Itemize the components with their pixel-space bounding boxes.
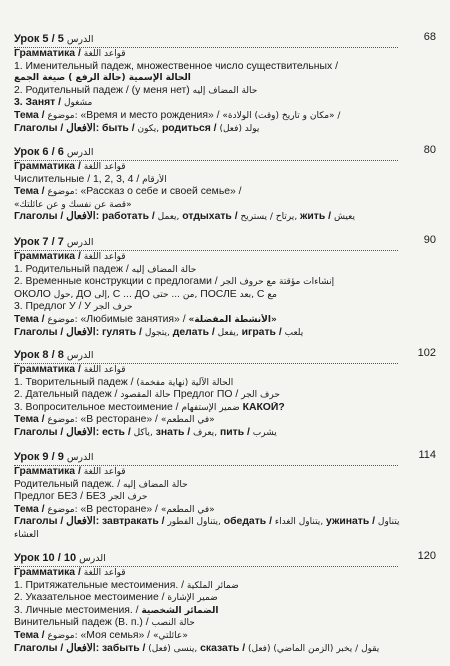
- russian-text: 2. Дательный падеж /: [14, 389, 121, 401]
- page-number: 120: [417, 550, 436, 562]
- russian-text: Числительные / 1, 2, 3, 4 /: [14, 173, 143, 185]
- russian-text: пить /: [219, 426, 253, 438]
- lesson-header: [14, 347, 436, 364]
- lesson-6: [14, 144, 438, 224]
- page-number: 80: [423, 144, 436, 156]
- russian-text: Тема /: [14, 109, 48, 121]
- russian-text: 2. Временные конструкции с предлогами /: [14, 276, 221, 288]
- russian-text: С ... ДО: [112, 288, 153, 300]
- arabic-text: قواعد اللغة: [83, 162, 126, 172]
- russian-text: Предлог БЕЗ / БЕЗ: [14, 491, 109, 503]
- arabic-text: قواعد اللغة: [83, 365, 126, 375]
- arabic-text: حول,: [53, 289, 77, 300]
- russian-text: Грамматика /: [14, 251, 84, 262]
- arabic-text: يفعل,: [217, 327, 242, 338]
- arabic-text: موضوع:: [47, 630, 81, 641]
- page-number: 102: [417, 347, 436, 359]
- arabic-text: الحالة الإسمية (حالة الرفع ) صيغة الجمع: [14, 73, 191, 84]
- arabic-text: يولد (فعل): [219, 123, 260, 134]
- arabic-text: موضوع:: [47, 110, 81, 121]
- content-line: [14, 377, 438, 390]
- lesson-title-arabic: الدرس: [66, 237, 94, 248]
- arabic-text: يرتاح / يستريح,: [240, 212, 301, 223]
- lesson-title-arabic: الدرس: [66, 147, 94, 158]
- content-line: [14, 123, 438, 136]
- arabic-text: موضوع:: [47, 187, 81, 198]
- content-line: [14, 110, 438, 123]
- russian-text: Тема /: [14, 414, 48, 426]
- russian-text: ОКОЛО: [14, 288, 54, 300]
- content-line: [14, 364, 438, 377]
- russian-text: 2. Указательное местоимение /: [14, 592, 168, 604]
- lesson-header: [14, 234, 436, 251]
- lesson-title: Урок 7 / 7: [14, 236, 64, 248]
- russian-text: Глаголы / الأفعال: быть /: [14, 122, 138, 134]
- arabic-text: الأرقام: [142, 174, 167, 185]
- content-line: [14, 186, 438, 199]
- arabic-text: ضمير الإستفهام: [181, 402, 243, 413]
- russian-text: Глаголы / الأفعال: забыть /: [14, 642, 149, 654]
- russian-text: 1. Именительный падеж, множественное число существительных /: [14, 60, 338, 72]
- arabic-text: قواعد اللغة: [83, 568, 126, 578]
- content-line: [14, 466, 438, 479]
- lesson-title: Урок 8 / 8: [14, 349, 64, 361]
- content-line: [14, 314, 438, 327]
- russian-text: КАКОЙ?: [242, 401, 285, 413]
- arabic-text: يشرب: [252, 427, 277, 438]
- content-line: [14, 301, 438, 314]
- russian-text: Грамматика /: [14, 48, 84, 59]
- russian-text: обедать /: [223, 516, 275, 528]
- arabic-text: موضوع:: [47, 504, 81, 515]
- russian-text: «В ресторане» /: [80, 503, 161, 515]
- content-line: [14, 592, 438, 605]
- russian-text: 2. Родительный падеж / (у меня нет): [14, 84, 193, 96]
- arabic-text: مع: [267, 289, 277, 300]
- content-line: [14, 61, 438, 73]
- arabic-text: (فعل) يقول / يخبر: [247, 643, 380, 654]
- russian-text: ДО: [76, 288, 95, 300]
- content-line: [14, 85, 438, 98]
- russian-text: 3. Занят /: [14, 97, 64, 109]
- lesson-8: [14, 347, 438, 440]
- russian-text: Глаголы / الأفعال: есть /: [14, 426, 134, 438]
- content-line: [14, 276, 438, 289]
- content-line: [14, 251, 438, 264]
- arabic-text: «عائلتي»: [152, 630, 188, 641]
- content-line: [14, 199, 438, 212]
- lesson-title-arabic: الدرس: [66, 350, 94, 361]
- arabic-text: يعمل,: [157, 212, 183, 223]
- russian-text: ужинать /: [326, 516, 378, 528]
- content-line: [14, 414, 438, 427]
- russian-text: 3. Личные местоимения. /: [14, 604, 142, 616]
- russian-text: Тема /: [14, 629, 48, 641]
- arabic-text: الحالة الآلية (نهاية مفخمة): [136, 377, 234, 388]
- content-line: [14, 402, 438, 415]
- content-line: [14, 264, 438, 277]
- arabic-text: يتناول الفطور,: [167, 517, 224, 528]
- arabic-text: حرف الجر: [241, 390, 280, 401]
- russian-text: родиться /: [161, 122, 220, 134]
- russian-text: Винительный падеж (В. п.) /: [14, 617, 152, 629]
- russian-text: отдыхать /: [182, 211, 241, 223]
- lesson-7: [14, 234, 438, 339]
- arabic-text: حالة المضاف إليه: [122, 479, 188, 490]
- lesson-title: Урок 10 / 10: [14, 552, 77, 564]
- arabic-text: «في المطعم»: [160, 415, 215, 426]
- arabic-text: حالة المضاف إليه: [192, 85, 258, 96]
- arabic-text: إلى,: [94, 289, 113, 300]
- content-line: [14, 161, 438, 174]
- arabic-text: «مكان و تاريخ (وقت) الولادة» /: [222, 110, 341, 121]
- lesson-title: Урок 9 / 9: [14, 451, 64, 463]
- russian-text: 3. Предлог У / У: [14, 301, 94, 313]
- content-line: [14, 491, 438, 504]
- russian-text: «Время и место рождения» /: [80, 109, 223, 121]
- russian-text: Родительный падеж. /: [14, 478, 123, 490]
- arabic-text: حالة المقصود: [120, 390, 174, 401]
- russian-text: «Любимые занятия» /: [80, 313, 189, 325]
- content-line: [14, 643, 438, 656]
- content-line: [14, 389, 438, 402]
- arabic-text: بعد,: [239, 289, 257, 300]
- page-number: 114: [418, 449, 436, 461]
- lesson-title-arabic: الدرس: [79, 553, 106, 564]
- content-line: [14, 72, 438, 85]
- arabic-text: قواعد اللغة: [83, 467, 126, 477]
- russian-text: Тема /: [14, 503, 48, 515]
- arabic-text: «في المطعم»: [160, 504, 215, 515]
- content-line: [14, 504, 438, 517]
- arabic-text: مشغول: [63, 98, 93, 109]
- arabic-text: موضوع:: [47, 314, 81, 325]
- lesson-header: [14, 31, 436, 48]
- content-line: [14, 617, 438, 630]
- content-line: [14, 48, 438, 61]
- russian-text: играть /: [241, 326, 285, 338]
- arabic-text: قواعد اللغة: [83, 252, 126, 262]
- lesson-title: Урок 6 / 6: [14, 146, 64, 158]
- russian-text: 1. Родительный падеж /: [14, 263, 132, 275]
- arabic-text: الضمائر الشخصية: [141, 605, 219, 616]
- arabic-text: حرف الجر: [108, 492, 148, 503]
- arabic-text: حالة المضاف إليه: [131, 264, 197, 275]
- arabic-text: ضمير الإشارة: [167, 593, 218, 604]
- arabic-text: يكون,: [137, 123, 162, 134]
- arabic-text: العشاء: [14, 529, 39, 540]
- arabic-text: حرف الجر: [93, 302, 133, 313]
- russian-text: Глаголы / الأفعال: гулять /: [14, 326, 145, 338]
- arabic-text: قواعد اللغة: [83, 49, 126, 59]
- arabic-text: يتناول الغداء,: [274, 517, 327, 528]
- content-line: [14, 516, 438, 529]
- arabic-text: حالة النصب: [151, 618, 195, 629]
- content-line: [14, 97, 438, 110]
- russian-text: Грамматика /: [14, 161, 84, 172]
- russian-text: 1. Творительный падеж /: [14, 376, 137, 388]
- russian-text: Тема /: [14, 313, 48, 325]
- lesson-title-arabic: الدرس: [66, 452, 94, 463]
- russian-text: Глаголы / الأفعال: работать /: [14, 211, 158, 223]
- arabic-text: (فعل) ينسى,: [148, 643, 201, 654]
- lesson-header: [14, 550, 436, 567]
- arabic-text: يتناول: [377, 517, 400, 528]
- russian-text: 3. Вопросительное местоимение /: [14, 401, 182, 413]
- content-line: [14, 427, 438, 440]
- russian-text: жить /: [300, 211, 334, 223]
- russian-text: «Моя семья» /: [80, 629, 153, 641]
- lesson-5: [14, 31, 438, 135]
- content-line: [14, 327, 438, 340]
- content-line: [14, 605, 438, 618]
- russian-text: Глаголы / الأفعال: завтракать /: [14, 516, 168, 528]
- russian-text: ПОСЛЕ: [200, 288, 240, 300]
- arabic-text: يأكل,: [133, 427, 156, 438]
- content-line: [14, 289, 438, 302]
- arabic-text: موضوع:: [47, 415, 81, 426]
- content-line: [14, 567, 438, 580]
- arabic-text: يلعب: [284, 327, 304, 338]
- arabic-text: (الزمن الماضي): [273, 643, 334, 654]
- russian-text: «В ресторане» /: [80, 414, 161, 426]
- lesson-header: [14, 144, 436, 161]
- russian-text: сказать /: [200, 642, 248, 654]
- russian-text: делать /: [172, 326, 218, 338]
- content-line: [14, 211, 438, 224]
- russian-text: «Рассказ о себе и своей семье» /: [80, 186, 242, 198]
- lesson-title: Урок 5 / 5: [14, 33, 64, 45]
- russian-text: С: [256, 288, 268, 300]
- arabic-text: «الأنشطة المفضلة»: [188, 314, 277, 325]
- content-line: [14, 479, 438, 492]
- arabic-text: من ... حتى,: [152, 289, 201, 300]
- arabic-text: إنشاءات مؤقتة مع حروف الجر: [220, 277, 335, 288]
- content-line: [14, 580, 438, 593]
- arabic-text: يتجول,: [144, 327, 173, 338]
- russian-text: Предлог ПО /: [173, 389, 242, 401]
- russian-text: Грамматика /: [14, 567, 84, 578]
- page-number: 68: [423, 31, 436, 43]
- arabic-text: ضمائر الملكية: [186, 580, 239, 591]
- page-number: 90: [423, 234, 436, 246]
- arabic-text: يعرف,: [193, 427, 220, 438]
- russian-text: Грамматика /: [14, 364, 84, 375]
- lesson-10: [14, 550, 438, 655]
- russian-text: Тема /: [14, 186, 48, 198]
- content-line: [14, 529, 438, 542]
- lesson-title-arabic: الدرس: [66, 34, 94, 45]
- lesson-header: [14, 449, 436, 466]
- russian-text: знать /: [155, 426, 194, 438]
- russian-text: 1. Притяжательные местоимения. /: [14, 579, 187, 591]
- russian-text: Грамматика /: [14, 466, 84, 477]
- lesson-9: [14, 449, 438, 542]
- arabic-text: يعيش: [333, 212, 355, 223]
- content-line: [14, 174, 438, 187]
- content-line: [14, 630, 438, 643]
- arabic-text: «قصة عن نفسك و عن عائلتك»: [14, 199, 132, 210]
